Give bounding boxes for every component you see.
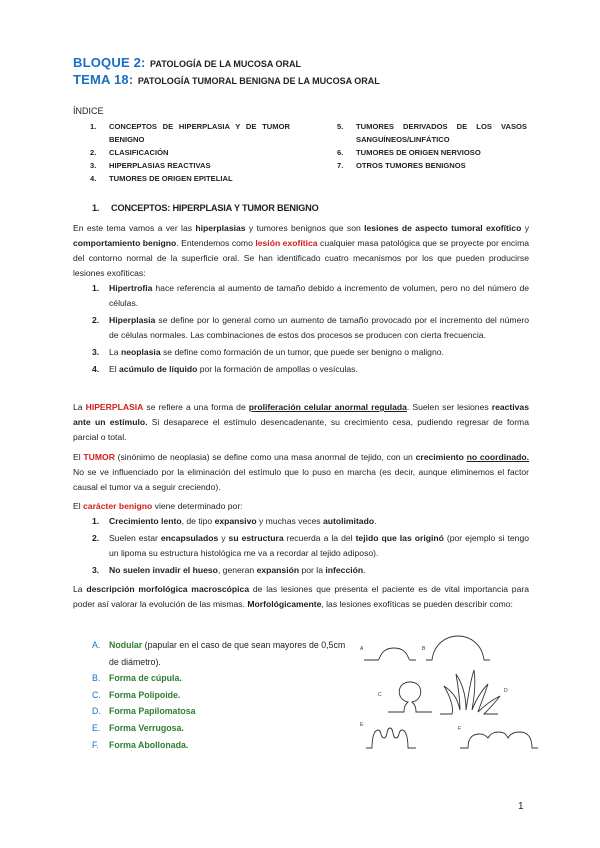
text-run: y [218,533,229,543]
topic-label: TEMA 18: [73,72,134,87]
text-run: (papular en el caso de que sean mayores de 0,5cm de diámetro). [109,640,346,667]
morphology-paragraph [73,582,529,612]
papillomatous-shape [440,670,500,714]
index-item-text: CLASIFICACIÓN [109,148,169,157]
list-text [109,281,529,311]
morphology-list [92,637,357,753]
text-run: Si desaparece el estímulo desencadenante, su crecimiento cesa, pudiendo regresar de forma parcial o total. [73,417,529,442]
text-run: carácter benigno [83,501,153,511]
list-item [92,670,357,687]
text-run: por la formación de ampollas o vesículas. [197,364,358,374]
list-item [92,514,529,529]
figure-label-f: F [458,726,462,732]
text-run: crecimiento [415,452,464,462]
text-run: Nodular [109,640,143,650]
index-item-number: 3. [90,161,97,170]
list-text: Forma de cúpula. [109,673,182,684]
text-run: tejido que las originó [355,533,444,543]
index-list-right [337,120,527,172]
text-run: El [73,501,84,511]
list-item [92,737,357,754]
text-run: , las lesiones exofíticas se pueden describir como: [321,599,513,609]
list-text [109,313,529,343]
list-letter: B. [92,673,101,684]
list-text: Forma Abollonada. [109,739,189,750]
text-run: por la [299,565,326,575]
list-letter: A. [92,640,101,650]
list-text: Forma Papilomatosa [109,706,196,717]
index-item [337,146,527,159]
text-run: , de tipo [181,516,215,526]
text-run: , generan [217,565,257,575]
figure-label-a: A [360,646,364,652]
list-text [109,362,529,377]
text-run: no coordinado. [466,452,529,462]
index-item-text: TUMORES DE ORIGEN EPITELIAL [109,174,233,183]
verrucous-shape [366,728,416,748]
list-number: 3. [92,565,100,575]
list-number: 1. [92,283,100,293]
text-run: expansivo [214,516,257,526]
index-item [337,159,527,172]
index-item-text: TUMORES DERIVADOS DE LOS VASOS SANGUÍNEOS/LINFÁTICO [356,122,527,144]
index-item [90,172,290,185]
list-text: Forma Verrugosa. [109,722,184,733]
block-label: BLOQUE 2: [73,55,146,70]
text-run: TUMOR [83,452,115,462]
text-run: hace referencia al aumento de tamaño debido a incremento de volumen, pero no del número de células. [109,283,529,308]
list-letter: C. [92,689,101,700]
text-run: recuerda a la del [283,533,356,543]
text-run: y [521,223,529,233]
index-item-number: 5. [337,122,344,131]
text-run: encapsulados [160,533,219,543]
section-title: CONCEPTOS: HIPERPLASIA Y TUMOR BENIGNO [111,203,319,213]
text-run: (por ejemplo si tengo un lipoma su estructura histológica me va a recordar al tejido adiposo). [109,533,530,558]
benign-intro [73,499,529,514]
intro-paragraph [73,221,529,281]
index-item-text: CONCEPTOS DE HIPERPLASIA Y DE TUMOR BENIGNO [109,122,290,144]
list-number: 3. [92,347,100,357]
text-run: comportamiento benigno [73,238,177,248]
figure-label-b: B [422,646,426,652]
text-run: El [109,364,120,374]
index-item [337,120,527,146]
list-number: 1. [92,516,100,526]
morphology-figure [358,630,540,760]
block-title: PATOLOGÍA DE LA MUCOSA ORAL [150,59,302,69]
page-number: 1 [518,801,524,812]
text-run: El [73,452,84,462]
index-item-number: 7. [337,161,344,170]
text-run: acúmulo de líquido [119,364,198,374]
text-run: Suelen estar [109,533,161,543]
text-run: HIPERPLASIA [85,402,144,412]
list-item [92,703,357,720]
mechanisms-list [92,281,529,377]
text-run: (sinónimo de neoplasia) se define como una masa anormal de tejido, con un [114,452,416,462]
dome-shape [426,636,490,660]
text-run: su estructura [228,533,284,543]
list-number: 2. [92,315,100,325]
index-item-text: HIPERPLASIAS REACTIVAS [109,161,211,170]
text-run: . Suelen ser lesiones [406,402,492,412]
list-letter: D. [92,706,101,717]
list-text [109,345,529,360]
text-run: Hiperplasia [109,315,156,325]
list-item [92,362,529,377]
index-list-left [90,120,290,185]
text-run: No suelen invadir el hueso [109,565,218,575]
list-item [92,345,529,360]
list-text [109,531,529,561]
index-item [90,146,290,159]
text-run: y muchas veces [256,516,323,526]
text-run: hiperplasias [195,223,246,233]
text-run: y tumores benignos que son [245,223,365,233]
text-run: Hipertrofia [109,283,153,293]
index-item-number: 2. [90,148,97,157]
text-run: neoplasia [120,347,161,357]
text-run: cualquier masa patológica que se proyecte por encima del contorno normal de la superficie oral. Se han identificado cuatro mecanismos por los que pueden producirse lesiones exofíticas: [73,238,530,278]
index-item [90,159,290,172]
list-letter: F. [92,739,99,750]
index-item-number: 4. [90,174,97,183]
text-run: se define por lo general como un aumento de tamaño provocado por el incremento del número de células normales. Las combinaciones de estos dos procesos se producen con cierta frecuencia. [109,315,529,340]
topic-heading [73,71,380,89]
list-text: Forma Polipoide. [109,689,181,700]
list-item [92,531,529,561]
index-item [90,120,290,146]
figure-label-c: C [378,692,382,698]
text-run: reactivas ante un estímulo. [73,402,529,427]
list-text [109,514,529,529]
list-text [109,637,357,670]
text-run: . Entendemos como [176,238,256,248]
nodular-shape [364,648,416,660]
text-run: . [374,516,377,526]
figure-label-d: D [504,688,508,694]
text-run: lesión exofítica [255,238,318,248]
text-run: proliferación celular anormal regulada [248,402,407,412]
text-run: de las lesiones que presenta el paciente es de vital importancia para poder así valorar la evolución de las mismas. [73,584,529,609]
hyperplasia-paragraph [73,400,529,445]
index-item-number: 1. [90,122,97,131]
block-heading [73,54,301,72]
list-item [92,720,357,737]
section-number: 1. [92,203,100,213]
index-item-text: OTROS TUMORES BENIGNOS [356,161,466,170]
index-item-text: TUMORES DE ORIGEN NERVIOSO [356,148,481,157]
figure-label-e: E [360,722,364,728]
text-run: . [363,565,366,575]
text-run: expansión [256,565,300,575]
list-letter: E. [92,722,101,733]
list-item [92,687,357,704]
text-run: No se ve influenciado por la eliminación del estímulo que lo puso en marcha (es decir, aunque eliminemos el factor causal el tumor va a seguir creciendo). [73,467,529,492]
list-item [92,313,529,343]
text-run: descripción morfológica macroscópica [86,584,250,594]
lobulated-shape [460,732,538,748]
text-run: La [73,584,87,594]
text-run: lesiones de aspecto tumoral exofítico [364,223,522,233]
list-item [92,637,357,670]
text-run: La [73,402,86,412]
text-run: Morfológicamente [247,599,322,609]
text-run: La [109,347,121,357]
polypoid-shape [388,682,432,712]
list-text [109,563,529,578]
index-item-number: 6. [337,148,344,157]
text-run: Crecimiento lento [109,516,182,526]
benign-criteria-list [92,514,529,578]
list-number: 4. [92,364,100,374]
section-heading [92,203,319,213]
tumor-paragraph [73,450,529,495]
topic-title: PATOLOGÍA TUMORAL BENIGNA DE LA MUCOSA ORAL [137,76,380,86]
list-item [92,281,529,311]
text-run: En este tema vamos a ver las [73,223,196,233]
list-item [92,563,529,578]
text-run: se refiere a una forma de [143,402,249,412]
text-run: infección [325,565,364,575]
index-title: ÍNDICE [73,106,104,116]
text-run: autolimitado [323,516,375,526]
list-number: 2. [92,533,100,543]
text-run: viene determinado por: [152,501,243,511]
text-run: se define como formación de un tumor, que puede ser benigno o maligno. [160,347,444,357]
